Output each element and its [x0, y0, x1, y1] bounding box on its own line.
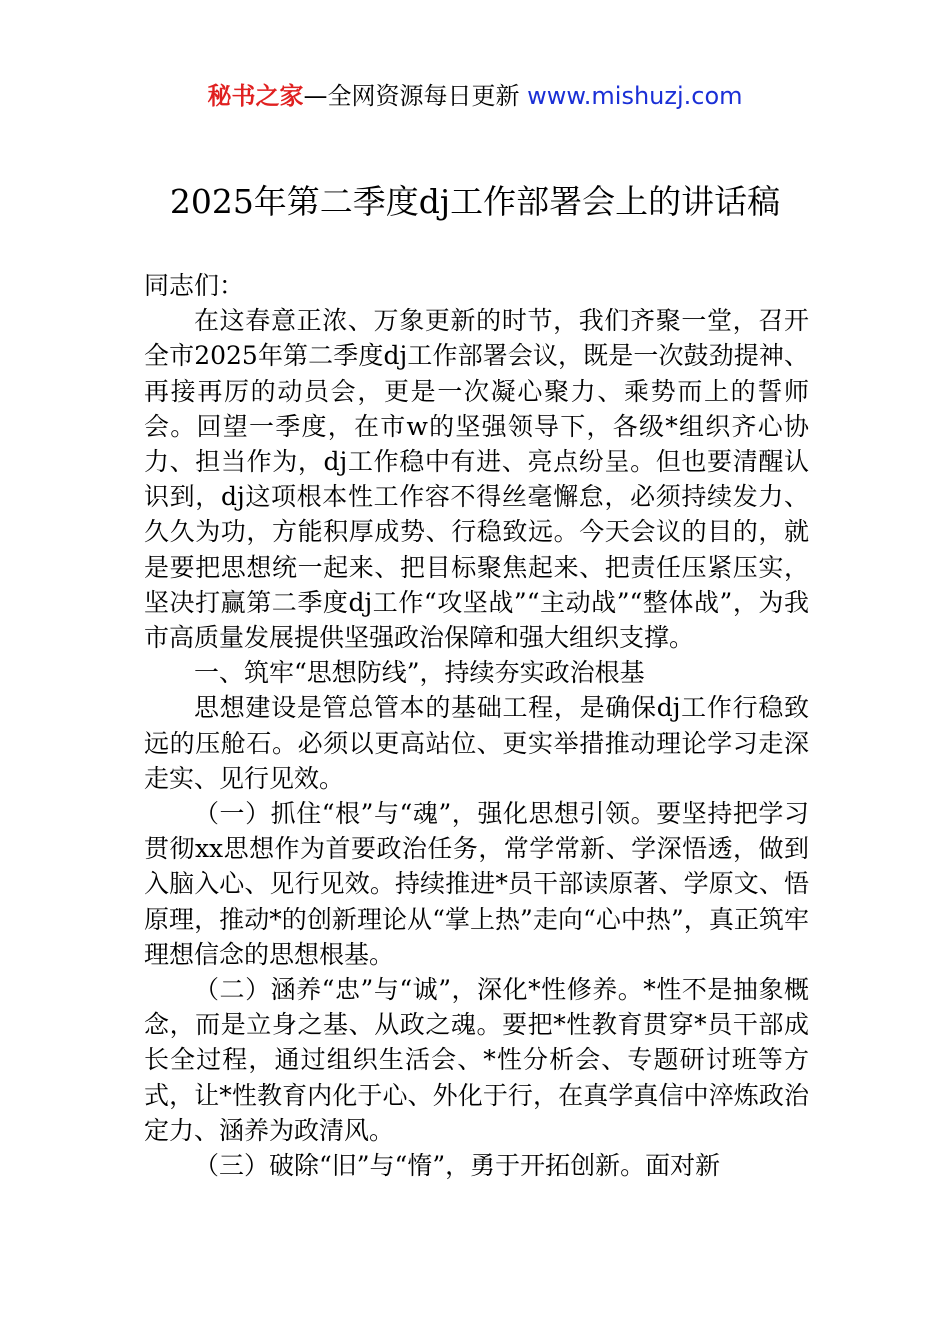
paragraph: （一）抓住“根”与“魂”，强化思想引领。要坚持把学习贯彻xx思想作为首要政治任务，常学常新、学深悟透，做到入脑入心、见行见效。持续推进*员干部读原著、学原文、悟原理，推动*的创新理论从“掌上热”走向“心中热”，真正筑牢理想信念的思想根基。: [144, 799, 809, 969]
paragraph: 在这春意正浓、万象更新的时节，我们齐聚一堂，召开全市2025年第二季度dj工作部署会议，既是一次鼓劲提神、再接再厉的动员会，更是一次凝心聚力、乘势而上的誓师会。回望一季度，在市w的坚强领导下，各级*组织齐心协力、担当作为，dj工作稳中有进、亮点纷呈。但也要清醒认识到，dj这项根本性工作容不得丝毫懈怠，必须持续发力、久久为功，方能积厚成势、行稳致远。今天会议的目的，就是要把思想统一起来、把目标聚焦起来、把责任压紧压实，坚决打赢第二季度dj工作“攻坚战”“主动战”“整体战”，为我市高质量发展提供坚强政治保障和强大组织支撑。: [144, 306, 809, 653]
section-heading: 一、筑牢“思想防线”，持续夯实政治根基: [194, 658, 645, 688]
site-header: [0, 80, 950, 112]
paragraph: 思想建设是管总管本的基础工程，是确保dj工作行稳致远的压舱石。必须以更高站位、更实举措推动理论学习走深走实、见行见效。: [144, 693, 809, 793]
paragraph: （二）涵养“忠”与“诚”，深化*性修养。*性不是抽象概念，而是立身之基、从政之魂。要把*性教育贯穿*员干部成长全过程，通过组织生活会、*性分析会、专题研讨班等方式，让*性教育内化于心、外化于行，在真学真信中淬炼政治定力、涵养为政清风。: [144, 975, 809, 1145]
document-title: 2025年第二季度dj工作部署会上的讲话稿: [169, 182, 781, 221]
salutation: 同志们：: [144, 271, 245, 300]
site-brand: 秘书之家: [207, 82, 304, 110]
site-tagline: —全网资源每日更新: [303, 82, 528, 110]
site-url-link[interactable]: www.mishuzj.com: [527, 82, 743, 110]
paragraph: （三）破除“旧”与“惰”，勇于开拓创新。面对新: [194, 1151, 721, 1181]
document-body: [144, 268, 809, 1183]
